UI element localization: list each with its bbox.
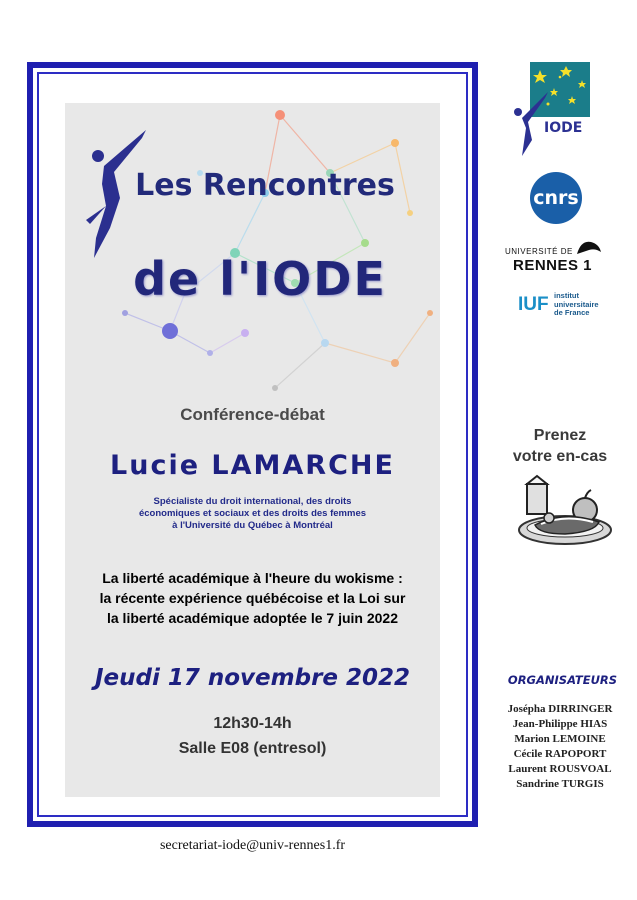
event-subtitle: Conférence-débat — [180, 405, 325, 424]
speaker-desc-line: à l'Université du Québec à Montréal — [172, 520, 333, 531]
organiser-item: Sandrine TURGIS — [516, 778, 604, 790]
speaker-name: Lucie LAMARCHE — [110, 450, 395, 481]
snack-notice-line: votre en-cas — [512, 448, 608, 465]
organiser-item: Cécile RAPOPORT — [513, 748, 607, 760]
iuf-logo — [518, 290, 613, 320]
organisers-title: ORGANISATEURS — [507, 673, 618, 687]
event-room: Salle E08 (entresol) — [178, 740, 327, 757]
organiser-item: Josépha DIRRINGER — [507, 703, 613, 715]
speaker-description — [85, 496, 420, 532]
iuf-logo-text — [554, 292, 599, 318]
talk-title-line: La liberté académique à l'heure du wokisme : — [102, 570, 403, 586]
organiser-item: Jean-Philippe HIAS — [512, 718, 608, 730]
organisers-list — [495, 702, 625, 792]
event-time: 12h30-14h — [213, 715, 292, 732]
iode-logo — [508, 62, 594, 157]
iode-logo-text: IODE — [544, 120, 583, 136]
rennes-logo — [505, 236, 605, 276]
talk-title — [70, 568, 435, 628]
cnrs-logo: cnrs — [530, 172, 582, 224]
speaker-desc-line: Spécialiste du droit international, des droits — [153, 496, 352, 507]
contact-email[interactable]: secretariat-iode@univ-rennes1.fr — [159, 838, 346, 853]
iuf-logo-mark: IUF — [518, 294, 549, 315]
rennes-logo-big: RENNES 1 — [513, 257, 593, 274]
talk-title-line: la liberté académique adoptée le 7 juin 2022 — [106, 610, 398, 626]
iuf-text-line: universitaire — [554, 299, 599, 309]
ermine-icon — [575, 236, 603, 258]
snack-notice-line: Prenez — [533, 427, 587, 444]
snack-tray-icon — [513, 470, 613, 550]
iuf-text-line: de France — [554, 308, 590, 317]
iuf-text-line: institut — [554, 291, 579, 300]
event-date: Jeudi 17 novembre 2022 — [94, 665, 411, 691]
organiser-item: Laurent ROUSVOAL — [508, 763, 612, 775]
rennes-logo-small: UNIVERSITÉ DE — [505, 247, 573, 256]
speaker-desc-line: économiques et sociaux et des droits des femmes — [138, 508, 367, 519]
organiser-item: Marion LEMOINE — [514, 733, 606, 745]
talk-title-line: la récente expérience québécoise et la Loi sur — [99, 590, 406, 606]
poster-title-line2: de l'IODE — [133, 252, 387, 306]
poster-title-line1: Les Rencontres — [135, 168, 395, 203]
snack-notice — [495, 425, 625, 467]
